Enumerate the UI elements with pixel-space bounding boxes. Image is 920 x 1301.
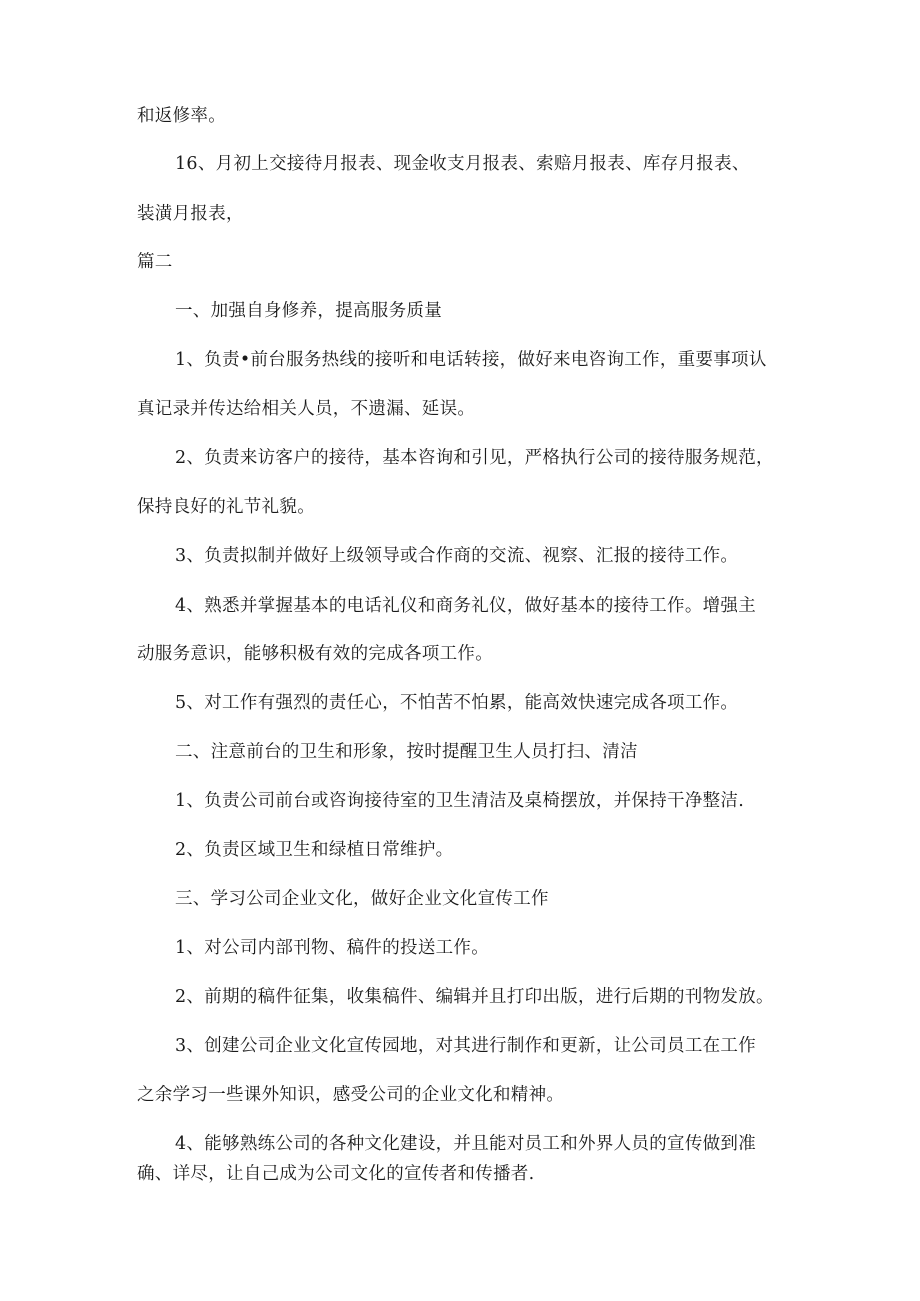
- paragraph-line: 16、月初上交接待月报表、现金收支月报表、索赔月报表、库存月报表、: [175, 154, 750, 174]
- section-heading: 二、注意前台的卫生和形象，按时提醒卫生人员打扫、清洁: [175, 742, 638, 762]
- paragraph-line: 之余学习一些课外知识，感受公司的企业文化和精神。: [137, 1085, 565, 1105]
- paragraph-line: 4、能够熟练公司的各种文化建设，并且能对员工和外界人员的宣传做到准: [175, 1134, 757, 1154]
- section-heading: 一、加强自身修养，提高服务质量: [175, 301, 442, 321]
- paragraph-line: 5、对工作有强烈的责任心，不怕苦不怕累，能高效快速完成各项工作。: [175, 693, 739, 713]
- paragraph-line: 2、负责来访客户的接待，基本咨询和引见，严格执行公司的接待服务规范，: [175, 448, 774, 468]
- paragraph-line: 2、前期的稿件征集，收集稿件、编辑并且打印出版，进行后期的刊物发放。: [175, 987, 774, 1007]
- paragraph-line: 3、创建公司企业文化宣传园地，对其进行制作和更新，让公司员工在工作: [175, 1036, 757, 1056]
- paragraph-line: 1、负责•前台服务热线的接听和电话转接，做好来电咨询工作，重要事项认: [175, 350, 767, 370]
- paragraph-line: 保持良好的礼节礼貌。: [137, 497, 315, 517]
- section-heading: 三、学习公司企业文化，做好企业文化宣传工作: [175, 889, 549, 909]
- paragraph-line: 动服务意识，能够积极有效的完成各项工作。: [137, 644, 493, 664]
- paragraph-line: 真记录并传达给相关人员，不遗漏、延误。: [137, 399, 476, 419]
- paragraph-line: 3、负责拟制并做好上级领导或合作商的交流、视察、汇报的接待工作。: [175, 546, 739, 566]
- paragraph-line: 1、负责公司前台或咨询接待室的卫生清洁及桌椅摆放，并保持干净整洁.: [175, 791, 745, 811]
- paragraph-line: 1、对公司内部刊物、稿件的投送工作。: [175, 938, 490, 958]
- paragraph-line: 装潢月报表，: [137, 204, 244, 224]
- paragraph-line: 和返修率。: [137, 106, 226, 126]
- paragraph-line: 4、熟悉并掌握基本的电话礼仪和商务礼仪，做好基本的接待工作。增强主: [175, 596, 757, 616]
- paragraph-line: 确、详尽，让自己成为公司文化的宣传者和传播者.: [137, 1164, 535, 1184]
- paragraph-line: 2、负责区域卫生和绿植日常维护。: [175, 840, 454, 860]
- section-heading: 篇二: [137, 252, 173, 272]
